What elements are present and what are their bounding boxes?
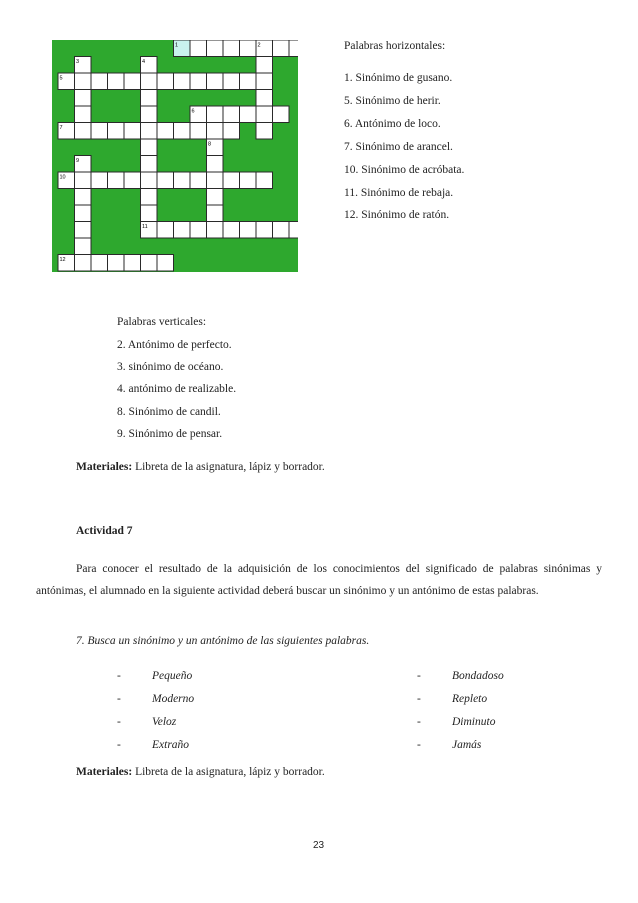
crossword-cell bbox=[190, 222, 207, 239]
crossword-cell bbox=[124, 73, 141, 90]
crossword-number: 3 bbox=[76, 59, 80, 65]
crossword-cell bbox=[240, 40, 257, 57]
crossword-cell bbox=[108, 255, 125, 272]
list-dash: - bbox=[117, 739, 121, 751]
crossword-cell bbox=[157, 172, 174, 189]
crossword-cell bbox=[124, 255, 141, 272]
word-item: Repleto bbox=[452, 693, 488, 705]
crossword-cell bbox=[157, 123, 174, 140]
crossword-cell bbox=[256, 90, 273, 107]
crossword-cell bbox=[240, 106, 257, 123]
page-number: 23 bbox=[313, 840, 325, 851]
crossword-cell bbox=[108, 123, 125, 140]
crossword-number: 8 bbox=[208, 141, 212, 148]
crossword-cell bbox=[207, 222, 224, 239]
horizontal-clue: 12. Sinónimo de ratón. bbox=[344, 209, 450, 221]
list-dash: - bbox=[417, 693, 421, 705]
crossword-cell bbox=[256, 57, 273, 74]
crossword-cell bbox=[75, 172, 92, 189]
crossword-cell bbox=[223, 40, 240, 57]
word-item: Veloz bbox=[152, 716, 177, 728]
crossword-cell bbox=[240, 73, 257, 90]
word-item: Pequeño bbox=[152, 670, 193, 682]
crossword-cell bbox=[141, 73, 158, 90]
crossword-cell bbox=[273, 40, 290, 57]
list-dash: - bbox=[417, 716, 421, 728]
horizontal-clue: 6. Antónimo de loco. bbox=[344, 118, 441, 130]
crossword-number: 12 bbox=[59, 257, 66, 263]
crossword-cell bbox=[273, 106, 290, 123]
crossword-puzzle bbox=[52, 40, 298, 272]
crossword-cell bbox=[75, 106, 92, 123]
crossword-cell bbox=[141, 172, 158, 189]
crossword-cell bbox=[174, 73, 191, 90]
crossword-cell bbox=[141, 205, 158, 222]
crossword-cell bbox=[207, 189, 224, 206]
crossword-cell bbox=[141, 123, 158, 140]
vertical-clue: 2. Antónimo de perfecto. bbox=[117, 339, 232, 351]
materials-label: Materiales: bbox=[76, 461, 133, 473]
crossword-cell bbox=[190, 73, 207, 90]
crossword-cell bbox=[141, 90, 158, 107]
crossword-cell bbox=[289, 40, 298, 57]
crossword-cell bbox=[207, 106, 224, 123]
horizontal-clue: 7. Sinónimo de arancel. bbox=[344, 141, 453, 153]
crossword-cell bbox=[174, 172, 191, 189]
materials-line bbox=[76, 766, 325, 778]
crossword-cell bbox=[256, 73, 273, 90]
vertical-heading: Palabras verticales: bbox=[117, 316, 207, 328]
word-item: Bondadoso bbox=[452, 670, 504, 682]
crossword-cell bbox=[240, 172, 257, 189]
vertical-clue: 4. antónimo de realizable. bbox=[117, 383, 237, 395]
crossword-cell bbox=[108, 73, 125, 90]
crossword-cell bbox=[141, 156, 158, 173]
activity-instruction: 7. Busca un sinónimo y un antónimo de las siguientes palabras. bbox=[76, 635, 370, 647]
crossword-cell bbox=[141, 139, 158, 156]
word-item: Diminuto bbox=[452, 716, 496, 728]
list-dash: - bbox=[117, 670, 121, 682]
materials-label: Materiales: bbox=[76, 766, 133, 778]
crossword-cell bbox=[207, 40, 224, 57]
crossword-cell bbox=[75, 222, 92, 239]
activity-paragraph-text: Para conocer el resultado de la adquisición de los conocimientos del significado de palabras sinónimas y antónimas, el alumnado en la siguiente actividad deberá buscar un sinónimo y un antónimo de estas palabras. bbox=[36, 563, 602, 597]
horizontal-clue: 10. Sinónimo de acróbata. bbox=[344, 164, 465, 176]
crossword-cell bbox=[190, 123, 207, 140]
crossword-cell bbox=[223, 123, 240, 140]
crossword-cell bbox=[256, 222, 273, 239]
crossword-cell bbox=[223, 106, 240, 123]
crossword-cell bbox=[141, 106, 158, 123]
crossword-number: 1 bbox=[175, 42, 179, 49]
crossword-cell bbox=[289, 222, 298, 239]
crossword-cell bbox=[141, 189, 158, 206]
crossword-cell bbox=[256, 123, 273, 140]
crossword-number: 5 bbox=[59, 75, 63, 82]
horizontal-heading: Palabras horizontales: bbox=[344, 40, 446, 52]
crossword-cell bbox=[75, 189, 92, 206]
crossword-cell bbox=[207, 73, 224, 90]
vertical-clue: 3. sinónimo de océano. bbox=[117, 361, 224, 373]
crossword-number: 11 bbox=[142, 224, 148, 230]
word-item: Moderno bbox=[152, 693, 195, 705]
activity-title: Actividad 7 bbox=[76, 525, 133, 537]
crossword-cell bbox=[207, 123, 224, 140]
crossword-cell bbox=[256, 172, 273, 189]
activity-paragraph bbox=[36, 558, 602, 602]
crossword-cell bbox=[207, 205, 224, 222]
horizontal-clue: 5. Sinónimo de herir. bbox=[344, 95, 441, 107]
crossword-cell bbox=[157, 73, 174, 90]
crossword-cell bbox=[75, 238, 92, 255]
crossword-cell bbox=[141, 255, 158, 272]
horizontal-clue: 11. Sinónimo de rebaja. bbox=[344, 187, 454, 199]
crossword-cell bbox=[157, 255, 174, 272]
crossword-cell bbox=[75, 205, 92, 222]
word-item: Jamás bbox=[452, 739, 482, 751]
crossword-cell bbox=[190, 40, 207, 57]
crossword-number: 7 bbox=[59, 125, 63, 131]
crossword-cell bbox=[174, 123, 191, 140]
crossword-cell bbox=[190, 172, 207, 189]
crossword-cell bbox=[174, 222, 191, 239]
crossword-cell bbox=[223, 172, 240, 189]
crossword-cell bbox=[91, 123, 108, 140]
crossword-cell bbox=[240, 222, 257, 239]
crossword-cell bbox=[91, 73, 108, 90]
crossword-cell bbox=[207, 156, 224, 173]
list-dash: - bbox=[417, 670, 421, 682]
crossword-cell bbox=[223, 222, 240, 239]
crossword-cell bbox=[75, 255, 92, 272]
materials-text: Libreta de la asignatura, lápiz y borrador. bbox=[132, 461, 325, 473]
crossword-cell bbox=[157, 222, 174, 239]
crossword-number: 6 bbox=[191, 108, 195, 115]
crossword-number: 2 bbox=[257, 42, 261, 49]
materials-text: Libreta de la asignatura, lápiz y borrador. bbox=[132, 766, 325, 778]
word-item: Extraño bbox=[152, 739, 190, 751]
list-dash: - bbox=[417, 739, 421, 751]
crossword-cell bbox=[223, 73, 240, 90]
materials-line bbox=[76, 461, 325, 473]
list-dash: - bbox=[117, 693, 121, 705]
crossword-cell bbox=[75, 90, 92, 107]
horizontal-clue: 1. Sinónimo de gusano. bbox=[344, 72, 453, 84]
vertical-clue: 8. Sinónimo de candil. bbox=[117, 406, 221, 418]
crossword-number: 10 bbox=[59, 174, 66, 181]
crossword-number: 4 bbox=[142, 59, 146, 65]
crossword-cell bbox=[91, 172, 108, 189]
crossword-cell bbox=[124, 172, 141, 189]
crossword-cell bbox=[273, 222, 290, 239]
crossword-cell bbox=[256, 106, 273, 123]
crossword-cell bbox=[75, 73, 92, 90]
crossword-cell bbox=[75, 123, 92, 140]
crossword-number: 9 bbox=[76, 158, 80, 164]
crossword-cell bbox=[124, 123, 141, 140]
crossword-cell bbox=[207, 172, 224, 189]
list-dash: - bbox=[117, 716, 121, 728]
crossword-cell bbox=[108, 172, 125, 189]
crossword-cell bbox=[91, 255, 108, 272]
vertical-clue: 9. Sinónimo de pensar. bbox=[117, 428, 223, 440]
